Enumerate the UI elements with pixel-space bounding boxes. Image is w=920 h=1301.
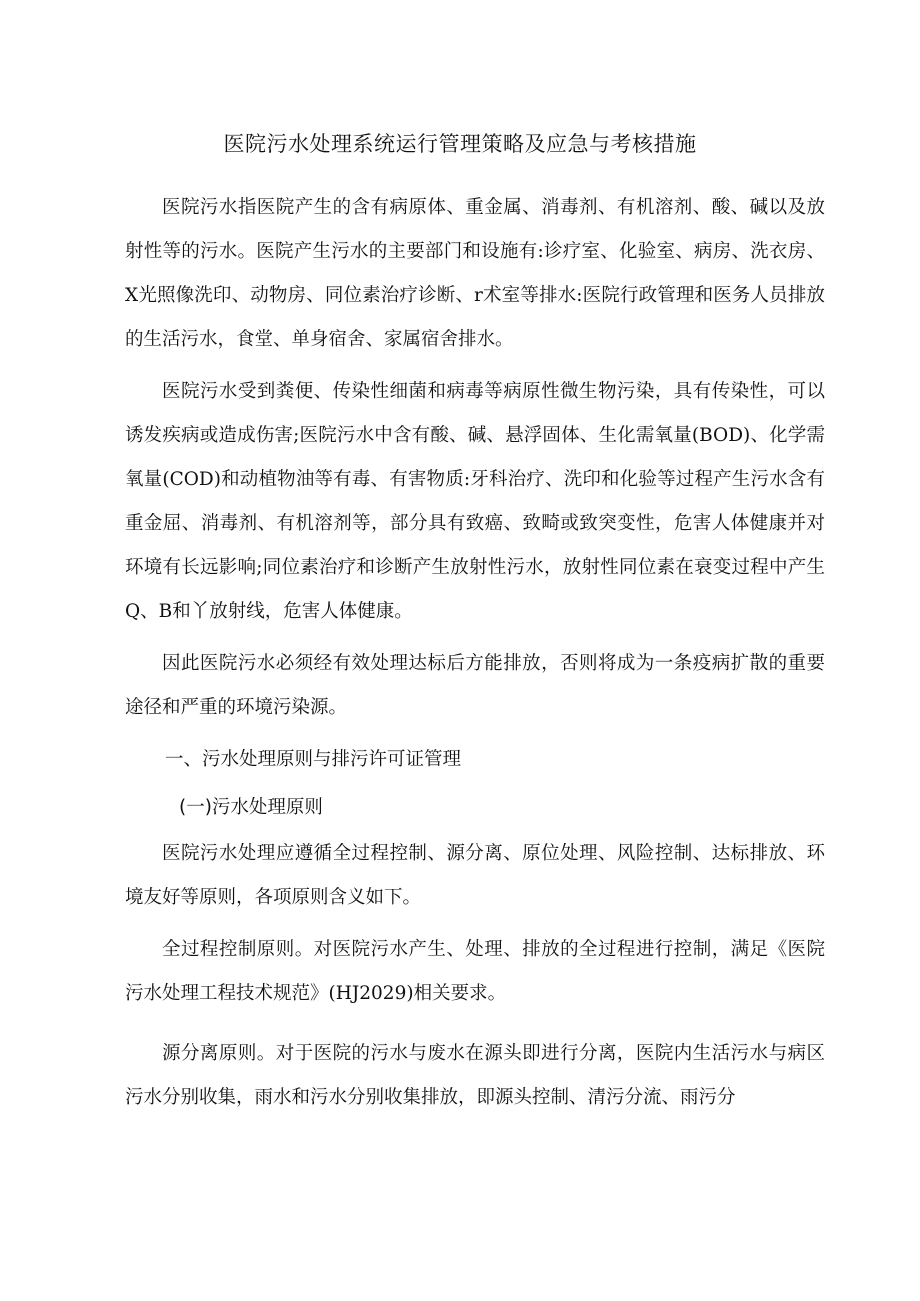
subsection-heading-1: (一)污水处理原则 [179, 797, 323, 818]
section-paragraph-2: 全过程控制原则。对医院污水产生、处理、排放的全过程进行控制，满足《医院污水处理工程技术规范》(HJ2029)相关要求。 [125, 939, 825, 1004]
intro-paragraph-1: 医院污水指医院产生的含有病原体、重金属、消毒剂、有机溶剂、酸、碱以及放射性等的污水。医院产生污水的主要部门和设施有:诊疗室、化验室、病房、洗衣房、X光照像洗印、动物房、同位素治疗诊断、r术室等排水:医院行政管理和医务人员排放的生活污水，食堂、单身宿舍、家属宿舍排水。 [125, 197, 825, 350]
section-paragraph-1: 医院污水处理应遵循全过程控制、源分离、原位处理、风险控制、达标排放、环境友好等原则，各项原则含义如下。 [125, 843, 825, 908]
document-title: 医院污水处理系统运行管理策略及应急与考核措施 [223, 132, 697, 156]
intro-paragraph-2: 医院污水受到粪便、传染性细菌和病毒等病原性微生物污染，具有传染性，可以诱发疾病或造成伤害;医院污水中含有酸、碱、悬浮固体、生化需氧量(BOD)、化学需氧量(COD)和动植物油等有毒、有害物质:牙科治疗、洗印和化验等过程产生污水含有重金屈、消毒剂、有机溶剂等，部分具有致癌、致畸或致突变性，危害人体健康并对环境有长远影响;同位素治疗和诊断产生放射性污水，放射性同位素在衰变过程中产生Q、B和丫放射线，危害人体健康。 [125, 381, 825, 622]
document-body [125, 186, 825, 1120]
section-paragraph-3: 源分离原则。对于医院的污水与废水在源头即进行分离，医院内生活污水与病区污水分别收集，雨水和污水分别收集排放，即源头控制、清污分流、雨污分 [125, 1043, 825, 1108]
intro-paragraph-3: 因此医院污水必须经有效处理达标后方能排放，否则将成为一条疫病扩散的重要途径和严重的环境污染源。 [125, 653, 825, 718]
section-heading-1: 一、污水处理原则与排污许可证管理 [165, 749, 462, 770]
